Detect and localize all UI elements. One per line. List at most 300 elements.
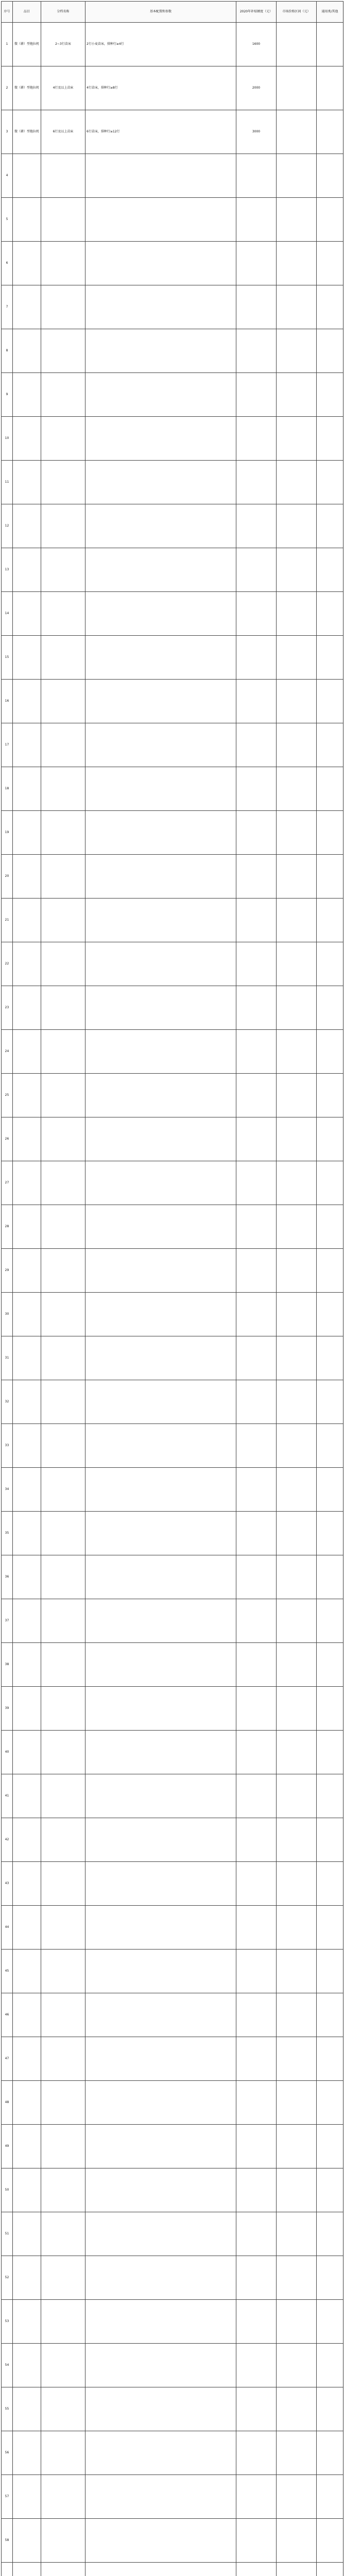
table-cell: 13 <box>2 548 13 592</box>
table-cell <box>317 942 343 986</box>
table-cell <box>85 285 236 329</box>
table-cell: 48 <box>2 2081 13 2125</box>
table-cell <box>41 1468 85 1512</box>
table-row <box>2 242 343 285</box>
table-cell <box>41 2431 85 2475</box>
table-cell <box>317 636 343 680</box>
column-header: 2020年补贴额度（元） <box>236 2 277 23</box>
table-cell: 39 <box>2 1687 13 1731</box>
table-cell <box>317 1731 343 1774</box>
table-cell <box>317 285 343 329</box>
table-cell <box>13 1336 41 1380</box>
table-cell: 微（耕）型拖拉机 <box>13 66 41 110</box>
table-cell: 5 <box>2 198 13 242</box>
table-cell <box>85 1424 236 1468</box>
table-cell <box>236 1906 277 1950</box>
table-cell <box>317 154 343 198</box>
table-cell <box>317 1205 343 1249</box>
table-cell <box>85 2300 236 2344</box>
table-cell <box>236 723 277 767</box>
table-cell <box>13 285 41 329</box>
table-cell <box>236 2081 277 2125</box>
table-cell: 16 <box>2 680 13 723</box>
table-cell <box>13 548 41 592</box>
table-cell <box>85 1161 236 1205</box>
table-cell: 微（耕）型拖拉机 <box>13 110 41 154</box>
table-cell <box>41 285 85 329</box>
table-cell <box>277 986 317 1030</box>
table-cell <box>13 2037 41 2081</box>
table-cell <box>277 1599 317 1643</box>
table-cell <box>85 1074 236 1117</box>
table-cell <box>277 1380 317 1424</box>
table-cell <box>277 2037 317 2081</box>
table-cell <box>236 2387 277 2431</box>
table-cell <box>317 1774 343 1818</box>
table-cell: 3 <box>2 110 13 154</box>
table-cell: 58 <box>2 2519 13 2563</box>
table-cell: 18 <box>2 767 13 811</box>
table-cell: 8 <box>2 329 13 373</box>
table-cell <box>13 2519 41 2563</box>
table-cell <box>41 723 85 767</box>
table-cell <box>13 198 41 242</box>
table-row <box>2 1074 343 1117</box>
table-cell <box>85 767 236 811</box>
table-cell <box>317 811 343 855</box>
table-cell <box>85 636 236 680</box>
table-cell <box>41 1512 85 1555</box>
table-cell <box>13 2081 41 2125</box>
table-cell <box>13 855 41 899</box>
table-cell <box>85 417 236 461</box>
table-cell: 46 <box>2 1993 13 2037</box>
table-cell <box>317 1512 343 1555</box>
table-cell <box>277 942 317 986</box>
table-row <box>2 2431 343 2475</box>
table-cell: 45 <box>2 1950 13 1993</box>
table-row <box>2 1731 343 1774</box>
table-row <box>2 592 343 636</box>
table-cell: 6 <box>2 242 13 285</box>
table-cell <box>277 1993 317 2037</box>
table-cell <box>236 1468 277 1512</box>
table-cell <box>13 242 41 285</box>
table-cell <box>317 66 343 110</box>
table-cell: 37 <box>2 1599 13 1643</box>
table-cell: 32 <box>2 1380 13 1424</box>
table-cell <box>85 1687 236 1731</box>
table-row <box>2 1774 343 1818</box>
table-cell <box>277 2168 317 2212</box>
table-row <box>2 986 343 1030</box>
table-cell <box>236 1424 277 1468</box>
table-cell <box>13 767 41 811</box>
table-cell <box>236 417 277 461</box>
table-cell <box>277 23 317 66</box>
table-cell <box>85 899 236 942</box>
table-cell <box>277 548 317 592</box>
table-cell <box>41 1074 85 1117</box>
table-cell <box>236 1249 277 1293</box>
table-cell <box>317 1293 343 1336</box>
table-cell <box>85 2125 236 2168</box>
table-cell <box>41 899 85 942</box>
table-cell <box>13 1205 41 1249</box>
table-cell <box>317 2344 343 2387</box>
table-cell <box>236 2300 277 2344</box>
table-cell <box>277 636 317 680</box>
table-cell <box>85 942 236 986</box>
table-cell: 微（耕）型拖拉机 <box>13 23 41 66</box>
table-cell <box>277 811 317 855</box>
table-cell <box>13 1074 41 1117</box>
table-cell <box>236 329 277 373</box>
table-cell <box>277 592 317 636</box>
table-cell <box>317 373 343 417</box>
column-header: 分档名称 <box>41 2 85 23</box>
table-cell <box>2 2563 13 2576</box>
table-cell <box>13 1030 41 1074</box>
table-cell <box>236 1599 277 1643</box>
table-cell: 49 <box>2 2125 13 2168</box>
table-cell <box>277 1336 317 1380</box>
table-cell <box>13 2300 41 2344</box>
table-cell <box>236 1950 277 1993</box>
table-cell: 40 <box>2 1731 13 1774</box>
table-cell <box>277 373 317 417</box>
table-row <box>2 329 343 373</box>
table-cell <box>13 2256 41 2300</box>
table-cell <box>317 986 343 1030</box>
table-cell <box>85 1862 236 1906</box>
table-cell: 36 <box>2 1555 13 1599</box>
table-cell <box>85 1599 236 1643</box>
table-cell <box>13 592 41 636</box>
table-cell <box>236 592 277 636</box>
table-cell <box>41 1336 85 1380</box>
table-cell: 23 <box>2 986 13 1030</box>
table-row <box>2 1249 343 1293</box>
table-row <box>2 1906 343 1950</box>
table-row <box>2 811 343 855</box>
table-cell <box>236 504 277 548</box>
table-cell <box>317 461 343 504</box>
table-row <box>2 154 343 198</box>
table-cell <box>41 1293 85 1336</box>
table-cell: 43 <box>2 1862 13 1906</box>
table-cell: 33 <box>2 1424 13 1468</box>
table-cell <box>41 1555 85 1599</box>
table-cell <box>277 2212 317 2256</box>
table-cell <box>236 811 277 855</box>
table-cell <box>277 2563 317 2576</box>
table-cell <box>317 1424 343 1468</box>
column-header: 通用类/其他 <box>317 2 343 23</box>
table-cell <box>317 2125 343 2168</box>
table-cell <box>277 461 317 504</box>
table-cell <box>317 2387 343 2431</box>
table-cell: 22 <box>2 942 13 986</box>
table-cell <box>13 2387 41 2431</box>
table-cell <box>41 592 85 636</box>
table-row <box>2 1993 343 2037</box>
table-cell: 41 <box>2 1774 13 1818</box>
table-cell: 50 <box>2 2168 13 2212</box>
table-cell: 2~3行苗床 <box>41 23 85 66</box>
table-cell <box>317 198 343 242</box>
column-header: 品目 <box>13 2 41 23</box>
table-cell <box>41 1774 85 1818</box>
table-cell <box>277 2125 317 2168</box>
table-cell <box>317 1599 343 1643</box>
table-cell <box>13 1555 41 1599</box>
table-cell <box>13 2212 41 2256</box>
table-cell <box>236 2519 277 2563</box>
table-cell <box>13 329 41 373</box>
table-row <box>2 2300 343 2344</box>
table-cell <box>277 66 317 110</box>
table-cell <box>317 1030 343 1074</box>
table-cell <box>317 2256 343 2300</box>
table-cell <box>13 2563 41 2576</box>
table-cell <box>41 198 85 242</box>
table-cell: 3000 <box>236 110 277 154</box>
table-cell <box>277 2256 317 2300</box>
table-row <box>2 1862 343 1906</box>
table-cell <box>13 1293 41 1336</box>
table-cell <box>317 1117 343 1161</box>
table-row <box>2 767 343 811</box>
table-cell <box>277 899 317 942</box>
table-cell <box>13 2168 41 2212</box>
table-cell: 12 <box>2 504 13 548</box>
subsidy-table <box>1 1 343 2576</box>
table-cell: 21 <box>2 899 13 942</box>
table-cell <box>236 1030 277 1074</box>
table-cell <box>85 2081 236 2125</box>
table-row <box>2 548 343 592</box>
table-row <box>2 1599 343 1643</box>
table-cell <box>236 1993 277 2037</box>
table-cell <box>41 2212 85 2256</box>
table-cell: 56 <box>2 2431 13 2475</box>
table-cell <box>236 2563 277 2576</box>
table-cell <box>277 1731 317 1774</box>
table-cell: 1600 <box>236 23 277 66</box>
table-cell <box>85 1950 236 1993</box>
table-cell <box>85 2344 236 2387</box>
table-cell <box>277 1643 317 1687</box>
table-row <box>2 1030 343 1074</box>
table-cell: 17 <box>2 723 13 767</box>
table-cell <box>85 1643 236 1687</box>
table-row <box>2 2387 343 2431</box>
table-cell <box>277 767 317 811</box>
table-cell <box>236 1643 277 1687</box>
table-cell <box>41 811 85 855</box>
table-cell: 4行及以上苗床 <box>41 66 85 110</box>
table-cell <box>85 1818 236 1862</box>
table-cell <box>277 2519 317 2563</box>
table-cell: 31 <box>2 1336 13 1380</box>
table-cell <box>277 154 317 198</box>
table-cell <box>317 2475 343 2519</box>
table-cell <box>41 154 85 198</box>
table-cell <box>317 1818 343 1862</box>
table-cell <box>41 2387 85 2431</box>
table-cell <box>236 1336 277 1380</box>
table-cell <box>236 1205 277 1249</box>
table-cell <box>236 1161 277 1205</box>
table-row <box>2 2519 343 2563</box>
table-cell: 53 <box>2 2300 13 2344</box>
table-cell: 44 <box>2 1906 13 1950</box>
table-row <box>2 2256 343 2300</box>
table-cell <box>317 1906 343 1950</box>
table-cell <box>85 2256 236 2300</box>
table-cell <box>41 1424 85 1468</box>
table-cell <box>41 2475 85 2519</box>
table-cell <box>277 855 317 899</box>
table-cell <box>317 2300 343 2344</box>
table-cell: 25 <box>2 1074 13 1117</box>
table-cell <box>236 1512 277 1555</box>
table-cell <box>41 1687 85 1731</box>
table-cell <box>85 2212 236 2256</box>
table-cell <box>41 461 85 504</box>
table-cell <box>236 198 277 242</box>
table-cell <box>85 811 236 855</box>
table-row <box>2 504 343 548</box>
table-cell <box>13 1117 41 1161</box>
table-cell <box>236 1774 277 1818</box>
table-cell: 57 <box>2 2475 13 2519</box>
table-cell <box>41 2300 85 2344</box>
table-row <box>2 1336 343 1380</box>
table-cell <box>85 2563 236 2576</box>
table-cell <box>13 1687 41 1731</box>
table-cell <box>317 1468 343 1512</box>
table-cell <box>13 1643 41 1687</box>
table-row <box>2 2212 343 2256</box>
table-cell <box>277 1687 317 1731</box>
table-cell <box>13 942 41 986</box>
table-cell <box>13 1424 41 1468</box>
table-cell <box>317 2431 343 2475</box>
table-cell <box>317 2519 343 2563</box>
table-cell <box>85 2168 236 2212</box>
table-row <box>2 1818 343 1862</box>
table-cell <box>277 329 317 373</box>
table-cell <box>41 1249 85 1293</box>
table-row <box>2 680 343 723</box>
table-cell: 42 <box>2 1818 13 1862</box>
table-row <box>2 942 343 986</box>
table-cell <box>317 1687 343 1731</box>
table-cell <box>317 767 343 811</box>
table-cell <box>85 1906 236 1950</box>
table-row <box>2 2344 343 2387</box>
table-cell <box>317 723 343 767</box>
table-cell <box>236 680 277 723</box>
table-cell <box>236 154 277 198</box>
table-cell <box>277 2387 317 2431</box>
table-row <box>2 1950 343 1993</box>
table-cell <box>277 1117 317 1161</box>
table-cell <box>317 1862 343 1906</box>
table-cell <box>236 1731 277 1774</box>
table-cell <box>277 723 317 767</box>
table-cell <box>85 548 236 592</box>
table-cell <box>317 1950 343 1993</box>
table-cell <box>236 1555 277 1599</box>
table-row <box>2 2081 343 2125</box>
table-cell: 9 <box>2 373 13 417</box>
table-cell: 7 <box>2 285 13 329</box>
table-cell <box>13 1862 41 1906</box>
table-cell: 6行及以上苗床 <box>41 110 85 154</box>
table-cell: 26 <box>2 1117 13 1161</box>
table-row <box>2 1161 343 1205</box>
table-cell <box>13 1906 41 1950</box>
table-cell <box>13 986 41 1030</box>
table-cell: 2000 <box>236 66 277 110</box>
table-cell <box>317 329 343 373</box>
table-cell <box>236 242 277 285</box>
table-cell <box>85 2431 236 2475</box>
table-row <box>2 417 343 461</box>
table-cell <box>236 767 277 811</box>
table-cell <box>277 242 317 285</box>
table-cell <box>277 110 317 154</box>
table-cell <box>41 1818 85 1862</box>
table-cell: 28 <box>2 1205 13 1249</box>
table-cell <box>277 1555 317 1599</box>
table-cell <box>85 198 236 242</box>
table-cell <box>277 1512 317 1555</box>
table-cell <box>317 899 343 942</box>
table-cell <box>13 1599 41 1643</box>
table-cell <box>41 767 85 811</box>
table-cell: 35 <box>2 1512 13 1555</box>
table-cell <box>317 1249 343 1293</box>
table-cell <box>317 1161 343 1205</box>
table-row <box>2 198 343 242</box>
table-row <box>2 1643 343 1687</box>
table-cell <box>41 417 85 461</box>
column-header: 市场价格区间（元） <box>277 2 317 23</box>
table-cell: 55 <box>2 2387 13 2431</box>
table-row <box>2 1205 343 1249</box>
table-body <box>2 23 343 2576</box>
table-cell <box>13 1512 41 1555</box>
table-row <box>2 723 343 767</box>
table-cell <box>277 1906 317 1950</box>
table-cell <box>317 548 343 592</box>
table-cell <box>277 1030 317 1074</box>
table-cell <box>277 680 317 723</box>
table-cell <box>85 1117 236 1161</box>
table-cell <box>41 1380 85 1424</box>
table-cell <box>85 2037 236 2081</box>
table-row <box>2 1468 343 1512</box>
table-cell <box>85 373 236 417</box>
table-cell: 20 <box>2 855 13 899</box>
table-cell <box>85 242 236 285</box>
table-cell <box>317 23 343 66</box>
table-cell: 4行苗床，排种行≥8行 <box>85 66 236 110</box>
